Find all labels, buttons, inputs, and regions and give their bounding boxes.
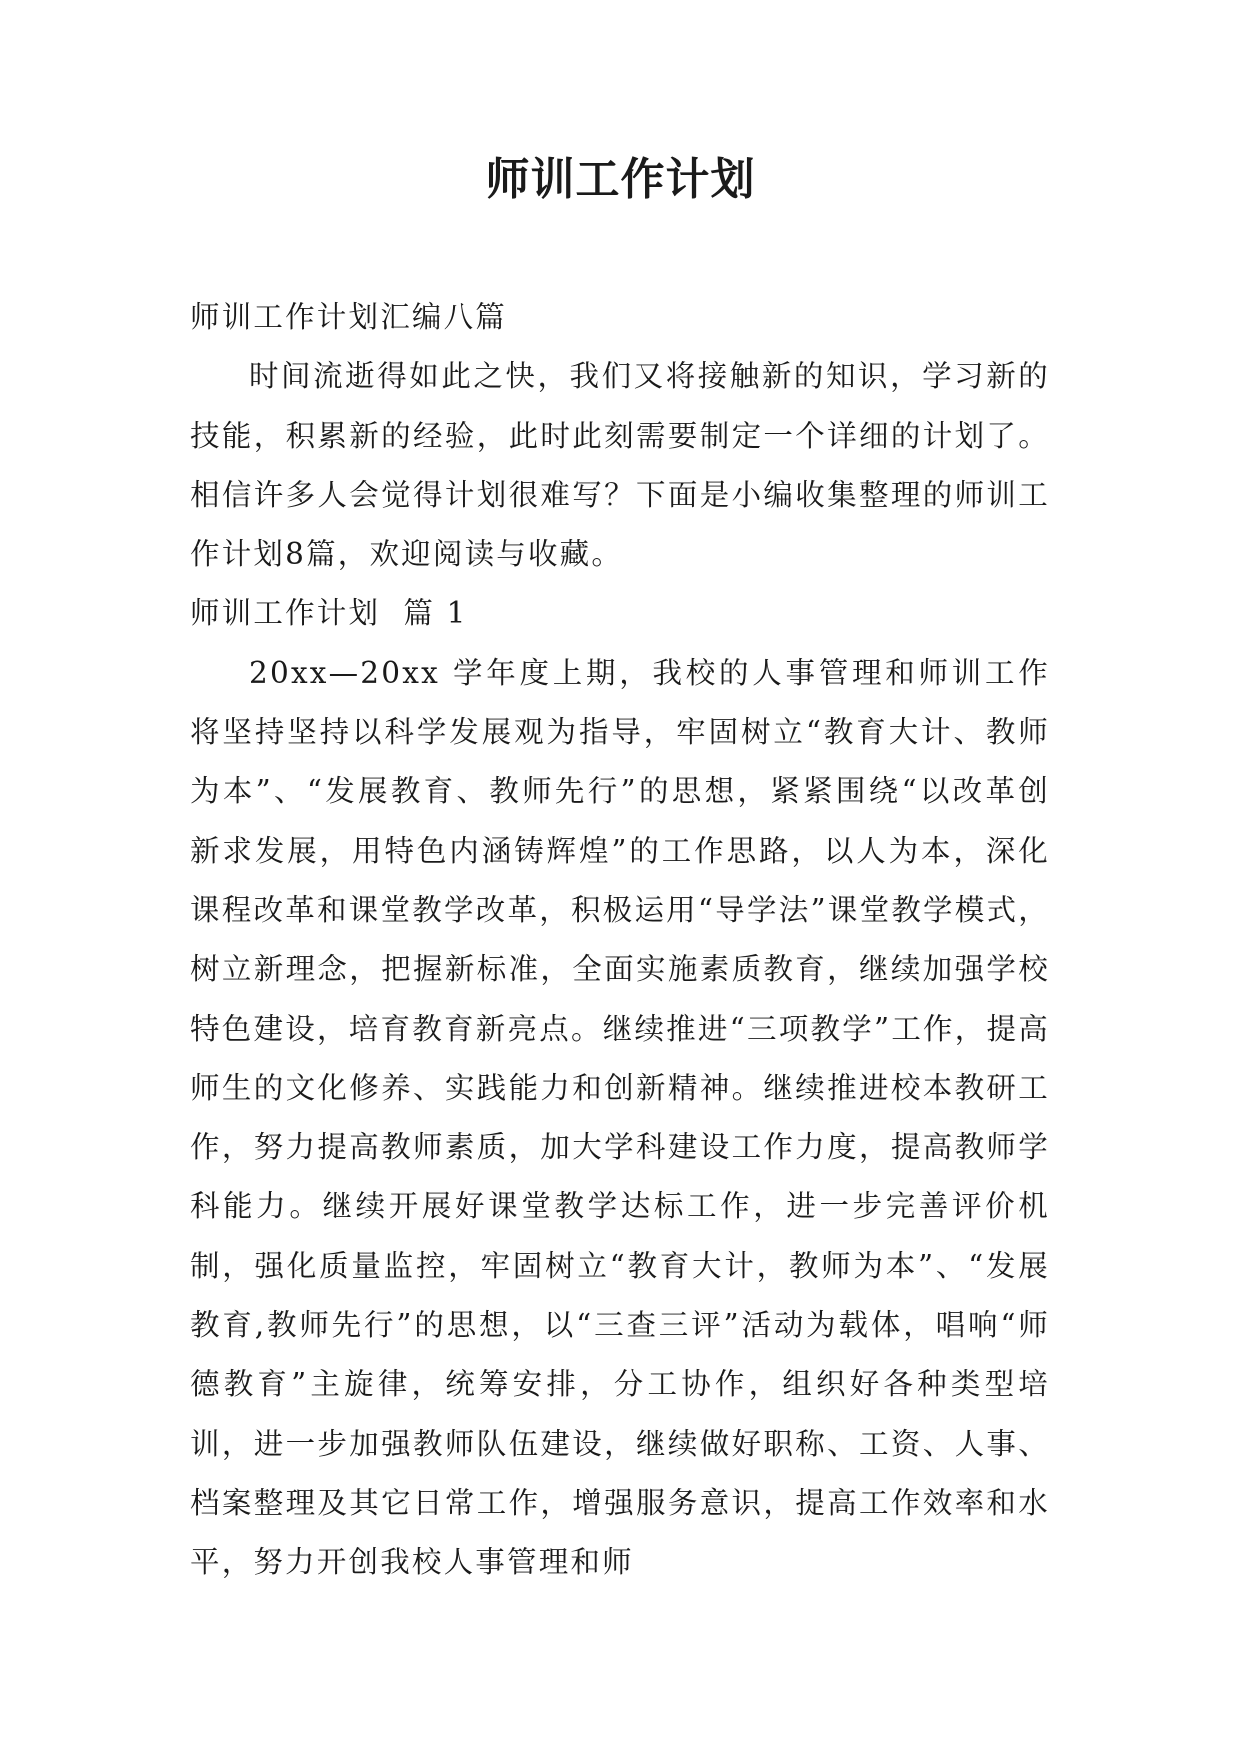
intro-paragraph: 时间流逝得如此之快，我们又将接触新的知识，学习新的技能，积累新的经验，此时此刻需要制定一个详细的计划了。相信许多人会觉得计划很难写？下面是小编收集整理的师训工作计划8篇，欢迎阅读与收藏。: [190, 359, 1050, 572]
collection-subtitle: 师训工作计划汇编八篇: [190, 300, 508, 334]
document-title: 师训工作计划: [485, 154, 756, 205]
document-body: [190, 288, 1050, 1593]
section-paragraph: 20xx—20xx 学年度上期，我校的人事管理和师训工作将坚持坚持以科学发展观为指导，牢固树立“教育大计、教师为本”、“发展教育、教师先行”的思想，紧紧围绕“以改革创新求发展，用特色内涵铸辉煌”的工作思路，以人为本，深化课程改革和课堂教学改革，积极运用“导学法”课堂教学模式，树立新理念，把握新标准，全面实施素质教育，继续加强学校特色建设，培育教育新亮点。继续推进“三项教学”工作，提高师生的文化修养、实践能力和创新精神。继续推进校本教研工作，努力提高教师素质，加大学科建设工作力度，提高教师学科能力。继续开展好课堂教学达标工作，进一步完善评价机制，强化质量监控，牢固树立“教育大计，教师为本”、“发展教育,教师先行”的思想，以“三查三评”活动为载体，唱响“师德教育”主旋律，统筹安排，分工协作，组织好各种类型培训，进一步加强教师队伍建设，继续做好职称、工资、人事、档案整理及其它日常工作，增强服务意识，提高工作效率和水平，努力开创我校人事管理和师: [190, 655, 1050, 1580]
section-heading: 师训工作计划 篇 1: [190, 596, 468, 631]
